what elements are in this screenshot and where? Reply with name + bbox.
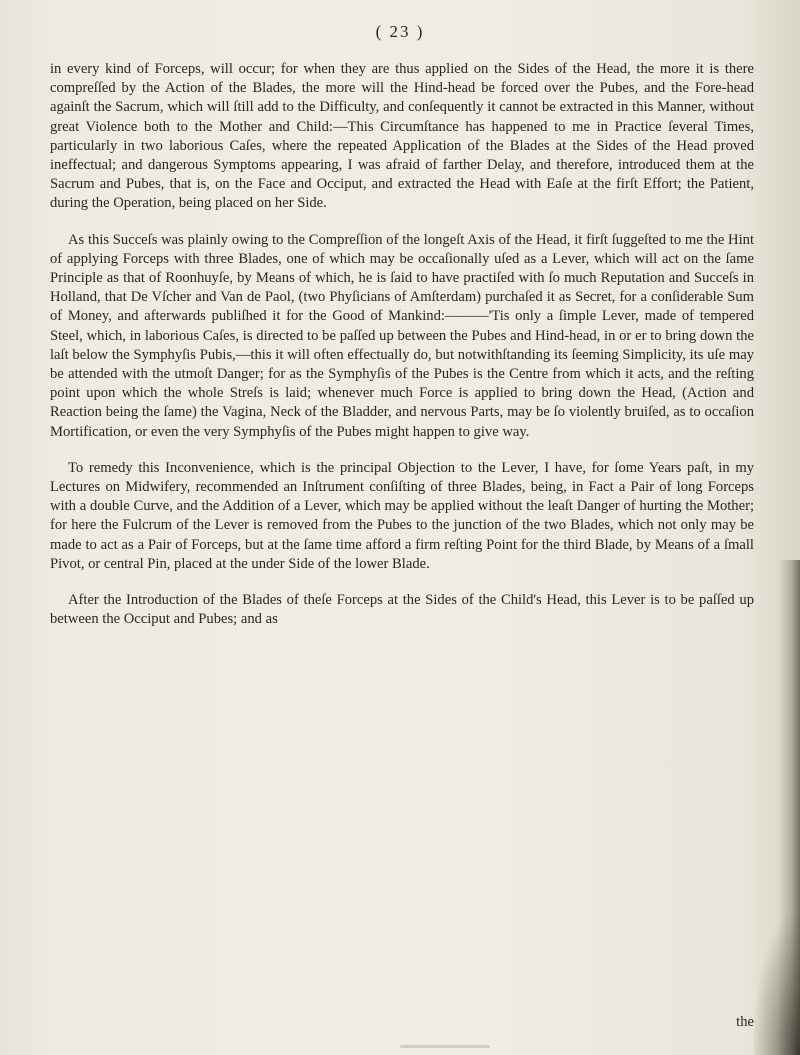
catchword: the [736, 1014, 754, 1030]
paragraph-2: As this Succeſs was plainly owing to the Compreſſion of the longeſt Axis of the Head, it firſt ſuggeſted to me the Hint of applying Forceps with three Blades, one of which may be occaſionally uſed as a Lever, which will act on the ſame Principle as that of Roonhuyſe, by Means of which, he is ſaid to have practiſed with ſo much Reputation and Succeſs in Holland, that De Vſcher and Van de Paol, (two Phyſicians of Amſterdam) purchaſed it as Secret, for a conſiderable Sum of Money, and afterwards publiſhed it for the Good of Mankind:———'Tis only a ſimple Lever, made of tempered Steel, which, in laborious Caſes, is directed to be paſſed up between the Pubes and Hind-head, in or er to bring down the laſt below the Symphyſis Pubis,—this it will often effectually do, but notwithſtanding its ſeeming Simplicity, its uſe may be attended with the utmoſt Danger; for as the Symphyſis of the Pubes is the Centre from which it acts, and the reſting point upon which the whole Streſs is laid; whenever much Force is applied to bring down the Head, (Action and Reaction being the ſame) the Vagina, Neck of the Bladder, and nervous Parts, may be ſo violently bruiſed, as to occaſion Mortification, or even the very Symphyſis of the Pubes might happen to give way. [50, 231, 754, 440]
paragraph-3: To remedy this Inconvenience, which is the principal Objection to the Lever, I have, for ſome Years paſt, in my Lectures on Midwifery, recommended an Inſtrument conſiſting of three Blades, being, in Fact a Pair of long Forceps with a double Curve, and the Addition of a Lever, which may be applied without the leaſt Danger of hurting the Mother; for here the Fulcrum of the Lever is removed from the Pubes to the junction of the two Blades, which not only may be made to act as a Pair of Forceps, but at the ſame time afford a firm reſting Point for the third Blade, by Means of a ſmall Pivot, or central Pin, placed at the under Side of the lower Blade. [50, 459, 754, 572]
page-number: ( 23 ) [375, 22, 425, 41]
ink-smudge [400, 1045, 490, 1048]
body-text [50, 60, 754, 646]
corner-wear [754, 915, 800, 1055]
paragraph-1: in every kind of Forceps, will occur; for when they are thus applied on the Sides of the Head, the more it is there compreſſed by the Action of the Blades, the more will the Hind-head be forced over the Pubes, and the Fore-head againſt the Sacrum, which will ſtill add to the Difficulty, and conſequently it cannot be extracted in this Manner, without great Violence both to the Mother and Child:—This Circumſtance has happened to me in Practice ſeveral Times, particularly in two laborious Caſes, where the repeated Application of the Blades at the Sides of the Head proved ineffectual; and dangerous Symptoms appearing, I was afraid of farther Delay, and therefore, introduced them at the Sacrum and Pubes, that is, on the Face and Occiput, and extracted the Head with Eaſe at the firſt Effort; the Patient, during the Operation, being placed on her Side. [50, 61, 754, 212]
paragraph-4: After the Introduction of the Blades of theſe Forceps at the Sides of the Child's Head, this Lever is to be paſſed up between the Occiput and Pubes; and as [50, 592, 754, 628]
